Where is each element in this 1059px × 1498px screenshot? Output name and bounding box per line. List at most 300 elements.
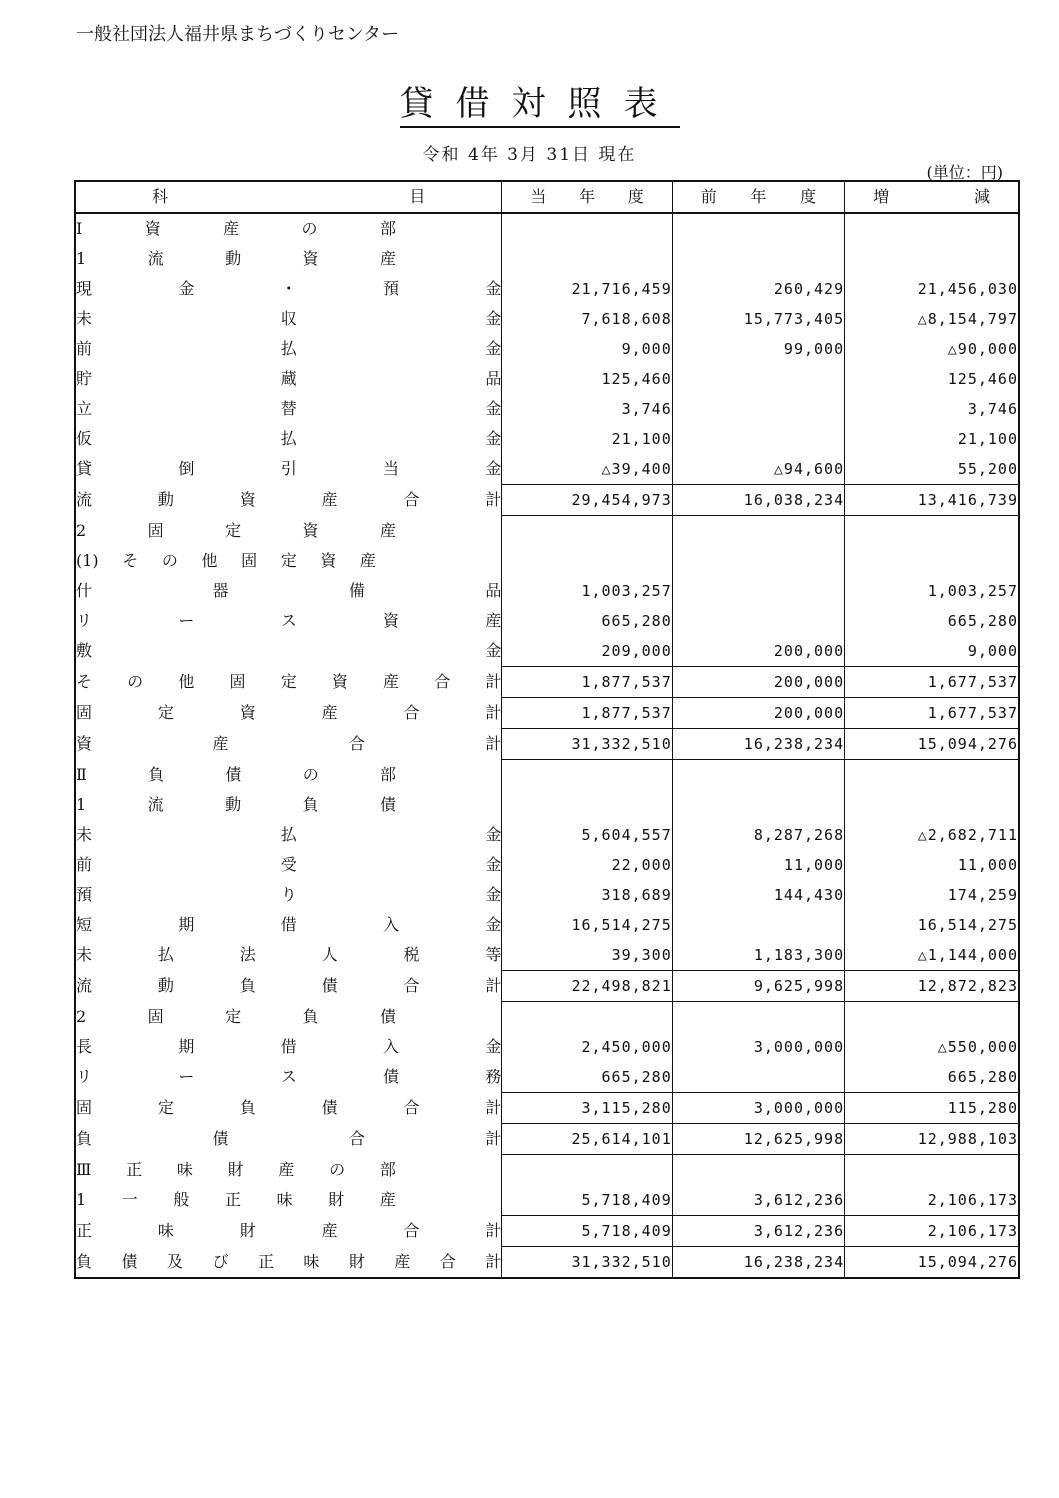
label-char: 1: [76, 1190, 87, 1210]
change-value: △2,682,711: [845, 820, 1019, 850]
row-label-cell: [75, 424, 502, 454]
label-char: 正: [76, 1221, 93, 1240]
previous-year-value: 3,612,236: [672, 1216, 844, 1247]
label-char: 金: [485, 429, 502, 448]
label-char: 計: [485, 734, 502, 753]
row-label: [76, 606, 501, 636]
row-label-cell: [75, 1093, 502, 1124]
row-label-cell: [75, 454, 502, 485]
row-label-cell: [75, 1062, 502, 1093]
label-char: 入: [383, 1037, 400, 1056]
label-char: 金: [485, 641, 502, 661]
change-value: △1,144,000: [845, 940, 1019, 971]
row-label: [76, 304, 501, 334]
change-value: 21,456,030: [845, 274, 1019, 304]
label-char: 品: [485, 581, 502, 600]
label-char: の: [127, 672, 144, 691]
change-value: [845, 213, 1019, 244]
change-value: 11,000: [845, 850, 1019, 880]
label-char: 動: [157, 490, 174, 509]
label-char: の: [329, 1159, 346, 1179]
label-char: 債: [225, 764, 242, 784]
previous-year-value: 16,038,234: [672, 485, 844, 516]
label-char: 器: [212, 581, 229, 600]
label-char: 味: [303, 1251, 320, 1271]
previous-year-value: [672, 790, 844, 820]
label-char: 入: [383, 915, 400, 934]
label-char: 資: [302, 249, 319, 268]
previous-year-value: 200,000: [672, 667, 844, 698]
label-char: 資: [302, 520, 319, 540]
label-char: 産: [383, 672, 400, 691]
row-label: [76, 729, 501, 759]
change-value: 21,100: [845, 424, 1019, 454]
label-char: 債: [383, 1067, 400, 1087]
table-row: [75, 454, 1019, 485]
label-char: 計: [485, 1098, 502, 1117]
label-char: 負: [239, 976, 256, 995]
row-label-cell: [75, 334, 502, 364]
header-previous-2: 年: [750, 187, 767, 206]
current-year-value: 22,000: [502, 850, 672, 880]
row-label-cell: [75, 1216, 502, 1247]
label-char: 味: [176, 1159, 193, 1179]
table-row: [75, 424, 1019, 454]
label-char: 仮: [76, 429, 93, 448]
change-value: 665,280: [845, 606, 1019, 636]
section-row: [75, 1155, 1019, 1186]
header-current-3: 度: [627, 187, 644, 206]
balance-sheet-table: [74, 180, 1020, 1279]
change-value: 12,988,103: [845, 1124, 1019, 1155]
label-char: 正: [126, 1159, 143, 1179]
row-label-cell: [75, 1032, 502, 1062]
table-row: [75, 1002, 1019, 1033]
previous-year-value: 99,000: [672, 334, 844, 364]
label-char: リ: [76, 611, 93, 630]
current-year-value: 16,514,275: [502, 910, 672, 940]
previous-year-value: 3,000,000: [672, 1093, 844, 1124]
row-label-cell: [75, 910, 502, 940]
label-char: 産: [379, 520, 396, 540]
row-label-cell: [75, 213, 502, 244]
label-char: 備: [348, 581, 365, 600]
label-char: 及: [166, 1251, 183, 1271]
row-label-cell: [75, 304, 502, 334]
current-year-value: 2,450,000: [502, 1032, 672, 1062]
previous-year-value: 16,238,234: [672, 729, 844, 760]
row-label: [76, 364, 501, 394]
label-char: 替: [280, 399, 297, 418]
current-year-value: 125,460: [502, 364, 672, 394]
label-char: Ⅲ: [76, 1159, 92, 1179]
current-year-value: 665,280: [502, 1062, 672, 1093]
label-char: リ: [76, 1067, 93, 1087]
label-char: 債: [379, 1006, 396, 1026]
previous-year-value: △94,600: [672, 454, 844, 485]
header-item-1: 科: [152, 187, 169, 206]
current-year-value: △39,400: [502, 454, 672, 485]
label-char: 産: [321, 490, 338, 509]
label-char: そ: [122, 551, 139, 570]
label-char: 払: [280, 429, 297, 448]
label-char: 計: [485, 703, 502, 722]
title-text: 貸借対照表: [400, 84, 680, 128]
label-char: 金: [485, 339, 502, 358]
row-label: [76, 636, 501, 666]
row-label: [76, 971, 501, 1001]
table-row: [75, 880, 1019, 910]
row-label-cell: [75, 760, 502, 791]
previous-year-value: 3,612,236: [672, 1185, 844, 1216]
change-value: 55,200: [845, 454, 1019, 485]
row-label: [76, 698, 501, 728]
current-year-value: [502, 1155, 672, 1186]
table-row: [75, 636, 1019, 667]
label-char: 未: [76, 825, 93, 844]
table-body: [75, 213, 1019, 1278]
previous-year-value: [672, 244, 844, 274]
table-row: [75, 850, 1019, 880]
label-char: 資: [331, 672, 348, 691]
label-char: 法: [239, 945, 256, 965]
label-char: 資: [320, 551, 337, 570]
row-label: [76, 667, 501, 697]
table-row: [75, 576, 1019, 606]
label-char: 部: [379, 1159, 396, 1179]
current-year-value: 21,100: [502, 424, 672, 454]
label-char: ー: [178, 1067, 195, 1087]
row-label-cell: [75, 971, 502, 1002]
label-char: 税: [403, 945, 420, 965]
row-label: [76, 274, 501, 304]
label-char: 債: [321, 1098, 338, 1117]
change-value: 12,872,823: [845, 971, 1019, 1002]
row-label-cell: [75, 698, 502, 729]
label-char: 資: [239, 703, 256, 722]
total-row: [75, 1247, 1019, 1279]
change-value: 3,746: [845, 394, 1019, 424]
label-char: 蔵: [280, 369, 297, 388]
label-char: 固: [147, 1006, 164, 1026]
label-char: ・: [280, 279, 297, 298]
row-label-cell: [75, 1185, 502, 1216]
label-char: 計: [485, 1251, 502, 1271]
previous-year-value: [672, 576, 844, 606]
label-char: 預: [76, 885, 93, 904]
current-year-value: 31,332,510: [502, 1247, 672, 1279]
current-year-value: [502, 790, 672, 820]
header-item: [75, 181, 502, 213]
organization-name: 一般社団法人福井県まちづくりセンター: [76, 24, 400, 45]
document-title: [0, 76, 1059, 125]
label-char: 合: [403, 490, 420, 509]
change-value: 15,094,276: [845, 1247, 1019, 1279]
row-label-cell: [75, 790, 502, 820]
change-value: 2,106,173: [845, 1185, 1019, 1216]
label-char: 計: [485, 672, 502, 691]
label-char: 前: [76, 855, 93, 874]
label-char: 什: [76, 581, 93, 600]
current-year-value: 3,115,280: [502, 1093, 672, 1124]
row-label: [76, 394, 501, 424]
label-char: 計: [485, 976, 502, 995]
label-char: 短: [76, 915, 93, 934]
current-year-value: 5,718,409: [502, 1216, 672, 1247]
header-previous-3: 度: [800, 187, 817, 206]
current-year-value: [502, 760, 672, 791]
label-char: 流: [76, 976, 93, 995]
label-char: 財: [239, 1221, 256, 1240]
label-char: 敷: [76, 641, 93, 661]
row-label: [76, 1155, 396, 1185]
label-char: 借: [280, 1037, 297, 1056]
total-row: [75, 729, 1019, 760]
label-char: 金: [485, 855, 502, 874]
current-year-value: [502, 516, 672, 547]
label-char: Ⅱ: [76, 764, 87, 784]
label-char: 預: [383, 279, 400, 298]
label-char: 合: [403, 703, 420, 722]
row-label-cell: [75, 820, 502, 850]
label-char: 産: [212, 734, 229, 753]
label-char: 等: [485, 945, 502, 965]
label-char: 債: [212, 1129, 229, 1148]
label-char: 定: [225, 520, 242, 540]
label-char: 味: [157, 1221, 174, 1240]
change-value: 15,094,276: [845, 729, 1019, 760]
label-char: 産: [379, 1190, 396, 1210]
label-char: ー: [178, 611, 195, 630]
label-char: 合: [403, 1221, 420, 1240]
label-char: 固: [147, 520, 164, 540]
current-year-value: [502, 546, 672, 576]
table-row: [75, 304, 1019, 334]
previous-year-value: 260,429: [672, 274, 844, 304]
row-label: [76, 1002, 396, 1032]
current-year-value: [502, 213, 672, 244]
total-row: [75, 485, 1019, 516]
previous-year-value: 3,000,000: [672, 1032, 844, 1062]
label-char: 資: [239, 490, 256, 509]
current-year-value: 22,498,821: [502, 971, 672, 1002]
label-char: 合: [434, 672, 451, 691]
label-char: 負: [148, 764, 165, 784]
previous-year-value: [672, 213, 844, 244]
label-char: 固: [229, 672, 246, 691]
row-label-cell: [75, 1002, 502, 1033]
previous-year-value: [672, 394, 844, 424]
row-label-cell: [75, 1247, 502, 1279]
row-label: [76, 214, 396, 244]
row-label: [76, 940, 501, 970]
previous-year-value: [672, 1155, 844, 1186]
previous-year-value: [672, 364, 844, 394]
label-char: 固: [76, 1098, 93, 1117]
label-char: 受: [280, 855, 297, 874]
label-char: 務: [485, 1067, 502, 1087]
label-char: 一: [121, 1190, 138, 1210]
label-char: 金: [485, 825, 502, 844]
label-char: 借: [280, 915, 297, 934]
table-row: [75, 244, 1019, 274]
label-char: 負: [239, 1098, 256, 1117]
label-char: 固: [76, 703, 93, 722]
row-label: [76, 454, 501, 484]
label-char: 立: [76, 399, 93, 418]
row-label-cell: [75, 485, 502, 516]
previous-year-value: 144,430: [672, 880, 844, 910]
table-row: [75, 394, 1019, 424]
row-label: [76, 1216, 501, 1246]
total-row: [75, 1093, 1019, 1124]
label-char: 産: [278, 1159, 295, 1179]
current-year-value: 5,718,409: [502, 1185, 672, 1216]
label-char: 産: [379, 249, 396, 268]
label-char: 期: [178, 915, 195, 934]
current-year-value: 1,003,257: [502, 576, 672, 606]
row-label: [76, 546, 376, 576]
previous-year-value: 9,625,998: [672, 971, 844, 1002]
total-row: [75, 971, 1019, 1002]
label-char: 金: [485, 915, 502, 934]
label-char: 他: [201, 551, 218, 570]
label-char: 計: [485, 490, 502, 509]
header-current-2: 年: [579, 187, 596, 206]
previous-year-value: [672, 606, 844, 636]
label-char: 負: [76, 1129, 93, 1148]
table-row: [75, 606, 1019, 636]
label-char: 金: [485, 399, 502, 418]
change-value: 13,416,739: [845, 485, 1019, 516]
row-label-cell: [75, 667, 502, 698]
total-row: [75, 1216, 1019, 1247]
label-char: ス: [280, 1067, 297, 1087]
current-year-value: 25,614,101: [502, 1124, 672, 1155]
label-char: り: [280, 885, 297, 904]
row-label: [76, 334, 501, 364]
header-change-2: 減: [973, 187, 990, 206]
label-char: 未: [76, 309, 93, 328]
label-char: 合: [348, 734, 365, 753]
table-row: [75, 910, 1019, 940]
row-label-cell: [75, 546, 502, 576]
label-char: 般: [173, 1190, 190, 1210]
row-label: [76, 910, 501, 940]
previous-year-value: [672, 424, 844, 454]
current-year-value: 7,618,608: [502, 304, 672, 334]
label-char: 債: [321, 976, 338, 995]
current-year-value: 1,877,537: [502, 667, 672, 698]
current-year-value: 5,604,557: [502, 820, 672, 850]
row-label-cell: [75, 364, 502, 394]
label-char: 部: [379, 764, 396, 784]
previous-year-value: [672, 516, 844, 547]
label-char: 合: [403, 1098, 420, 1117]
label-char: 人: [321, 945, 338, 965]
label-char: 財: [348, 1251, 365, 1271]
row-label: [76, 244, 396, 274]
label-char: 負: [302, 1006, 319, 1026]
label-char: 債: [121, 1251, 138, 1271]
header-change-1: 増: [873, 187, 890, 206]
previous-year-value: [672, 760, 844, 791]
label-char: 貸: [76, 459, 93, 479]
label-char: 金: [485, 885, 502, 904]
label-char: 引: [280, 459, 297, 479]
change-value: [845, 760, 1019, 791]
previous-year-value: [672, 910, 844, 940]
change-value: △550,000: [845, 1032, 1019, 1062]
label-char: 2: [76, 520, 87, 540]
row-label-cell: [75, 244, 502, 274]
row-label: [76, 516, 396, 546]
label-char: 計: [485, 1221, 502, 1240]
row-label: [76, 1093, 501, 1123]
header-current-1: 当: [530, 187, 547, 206]
change-value: [845, 790, 1019, 820]
label-char: 産: [321, 1221, 338, 1240]
row-label: [76, 485, 501, 515]
current-year-value: [502, 244, 672, 274]
label-char: 財: [328, 1190, 345, 1210]
row-label-cell: [75, 576, 502, 606]
label-char: 期: [178, 1037, 195, 1056]
header-current-year: [502, 181, 672, 213]
change-value: 115,280: [845, 1093, 1019, 1124]
label-char: 産: [394, 1251, 411, 1271]
current-year-value: 29,454,973: [502, 485, 672, 516]
label-char: 正: [225, 1190, 242, 1210]
label-char: 1: [76, 249, 87, 268]
unit-label: (単位：円): [926, 163, 1003, 182]
change-value: 1,003,257: [845, 576, 1019, 606]
table-row: [75, 790, 1019, 820]
row-label: [76, 820, 501, 850]
label-char: 合: [348, 1129, 365, 1148]
label-char: 定: [157, 1098, 174, 1117]
table-row: [75, 1185, 1019, 1216]
label-char: 合: [403, 976, 420, 995]
label-char: 金: [485, 459, 502, 479]
label-char: 他: [178, 672, 195, 691]
row-label-cell: [75, 516, 502, 547]
change-value: 125,460: [845, 364, 1019, 394]
label-char: 品: [485, 369, 502, 388]
row-label-cell: [75, 1124, 502, 1155]
label-char: 貯: [76, 369, 93, 388]
change-value: [845, 546, 1019, 576]
header-previous-year: [672, 181, 844, 213]
label-char: 部: [379, 219, 396, 238]
label-char: 定: [157, 703, 174, 722]
table-row: [75, 334, 1019, 364]
label-char: 計: [485, 1129, 502, 1148]
current-year-value: 9,000: [502, 334, 672, 364]
row-label-cell: [75, 606, 502, 636]
row-label: [76, 880, 501, 910]
label-char: 負: [76, 1251, 93, 1271]
total-row: [75, 667, 1019, 698]
label-char: ス: [280, 611, 297, 630]
label-char: の: [302, 764, 319, 784]
previous-year-value: [672, 1002, 844, 1033]
current-year-value: 209,000: [502, 636, 672, 667]
previous-year-value: 1,183,300: [672, 940, 844, 971]
label-char: 長: [76, 1037, 93, 1056]
current-year-value: 665,280: [502, 606, 672, 636]
table-row: [75, 364, 1019, 394]
